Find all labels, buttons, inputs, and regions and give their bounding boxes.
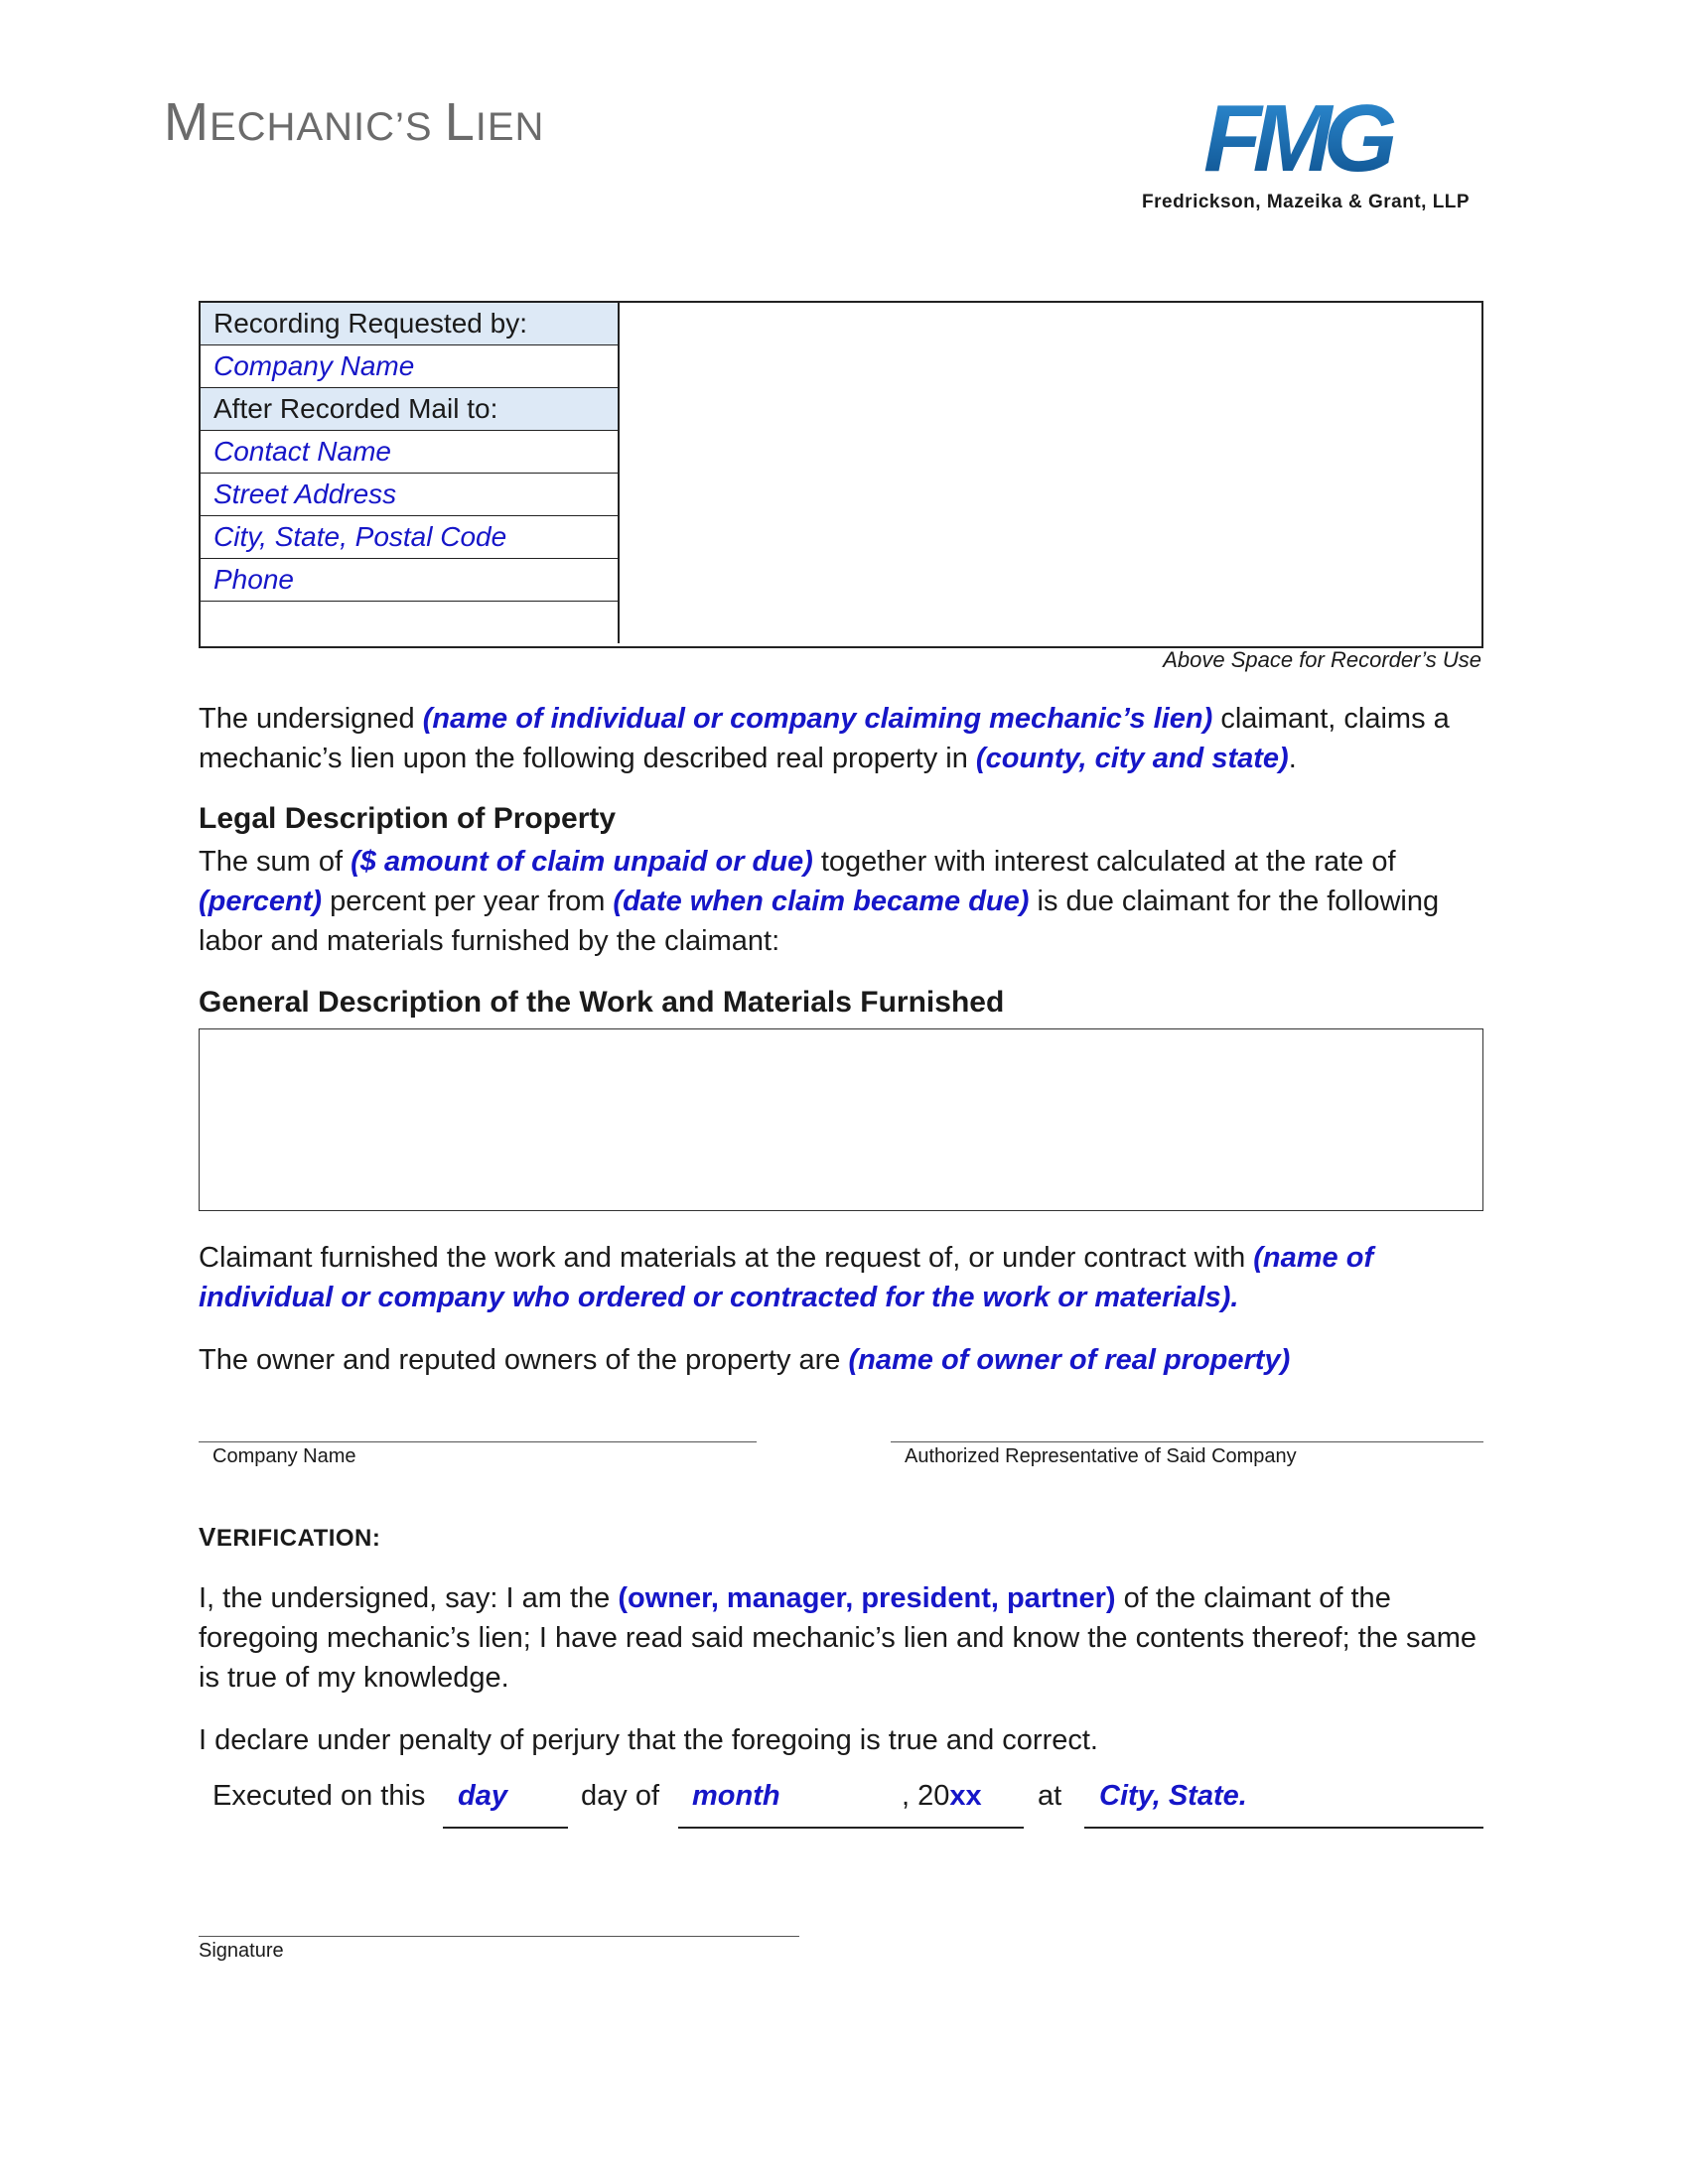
owner-name-field[interactable]: (name of owner of real property) bbox=[848, 1344, 1291, 1376]
claimant-paragraph: Claimant furnished the work and materials at the request of, or under contract with (name of individual or company who ordered or contracted for the work or materials). bbox=[199, 1242, 1374, 1313]
company-name-field[interactable]: Company Name bbox=[201, 345, 619, 388]
phone-field[interactable]: Phone bbox=[201, 559, 619, 602]
city-state-postal-field[interactable]: City, State, Postal Code bbox=[201, 516, 619, 559]
city-state-field[interactable]: City, State. bbox=[1099, 1780, 1247, 1812]
blank-field[interactable] bbox=[201, 602, 619, 644]
day-field[interactable]: day bbox=[458, 1780, 507, 1812]
work-description-box[interactable] bbox=[199, 1028, 1483, 1211]
signature-line[interactable] bbox=[199, 1936, 799, 1937]
claim-amount-field[interactable]: ($ amount of claim unpaid or due) bbox=[351, 846, 813, 878]
interest-percent-field[interactable]: (percent) bbox=[199, 886, 323, 917]
due-date-field[interactable]: (date when claim became due) bbox=[613, 886, 1030, 917]
fmg-logo bbox=[1201, 93, 1400, 185]
street-address-field[interactable]: Street Address bbox=[201, 474, 619, 516]
executed-label: Executed on this bbox=[212, 1780, 426, 1812]
representative-label: Authorized Representative of Said Company bbox=[905, 1445, 1297, 1467]
role-field[interactable]: (owner, manager, president, partner) bbox=[618, 1582, 1116, 1614]
recorder-note: Above Space for Recorder’s Use bbox=[1163, 647, 1481, 672]
document-title: MECHANIC’S LIEN bbox=[164, 92, 545, 152]
city-state-underline bbox=[1084, 1827, 1483, 1829]
owner-paragraph: The owner and reputed owners of the property are (name of owner of real property) bbox=[199, 1344, 1291, 1376]
month-year-underline bbox=[678, 1827, 1024, 1829]
intro-paragraph: The undersigned (name of individual or company claiming mechanic’s lien) claimant, claims a mechanic’s lien upon the following described real property in (county, city and state). bbox=[199, 703, 1450, 774]
firm-name: Fredrickson, Mazeika & Grant, LLP bbox=[1142, 192, 1471, 212]
work-materials-heading: General Description of the Work and Materials Furnished bbox=[199, 986, 1005, 1019]
representative-signature-line[interactable] bbox=[891, 1441, 1483, 1442]
verification-heading: VERIFICATION: bbox=[199, 1522, 381, 1552]
company-name-label: Company Name bbox=[212, 1445, 356, 1467]
county-city-state-field[interactable]: (county, city and state) bbox=[975, 743, 1289, 774]
perjury-declaration: I declare under penalty of perjury that the foregoing is true and correct. bbox=[199, 1724, 1098, 1756]
legal-description-heading: Legal Description of Property bbox=[199, 802, 617, 835]
recording-box bbox=[199, 301, 1483, 648]
legal-paragraph: The sum of ($ amount of claim unpaid or due) together with interest calculated at the rate of (percent) percent per year from (date when claim became due) is due claimant for the following labor and materials furnished by the claimant: bbox=[199, 846, 1440, 957]
day-underline bbox=[443, 1827, 568, 1829]
recording-table bbox=[201, 303, 620, 643]
mail-to-label: After Recorded Mail to: bbox=[201, 388, 619, 431]
at-label: at bbox=[1038, 1780, 1062, 1812]
claimant-name-field[interactable]: (name of individual or company claiming mechanic’s lien) bbox=[422, 703, 1213, 735]
day-of-label: day of bbox=[581, 1780, 659, 1812]
company-signature-line[interactable] bbox=[199, 1441, 757, 1442]
year-field[interactable]: , 20xx bbox=[902, 1780, 982, 1812]
contact-name-field[interactable]: Contact Name bbox=[201, 431, 619, 474]
contracting-party-field[interactable]: (name of individual or company who ordered or contracted for the work or materials). bbox=[199, 1242, 1374, 1313]
svg-text:FMG: FMG bbox=[1203, 93, 1389, 185]
recording-requested-label: Recording Requested by: bbox=[201, 303, 619, 345]
verification-paragraph: I, the undersigned, say: I am the (owner, manager, president, partner) of the claimant of the foregoing mechanic’s lien; I have read said mechanic’s lien and know the contents thereof; the same is true of my knowledge. bbox=[199, 1582, 1477, 1694]
month-field[interactable]: month bbox=[692, 1780, 780, 1812]
signature-label: Signature bbox=[199, 1940, 284, 1962]
